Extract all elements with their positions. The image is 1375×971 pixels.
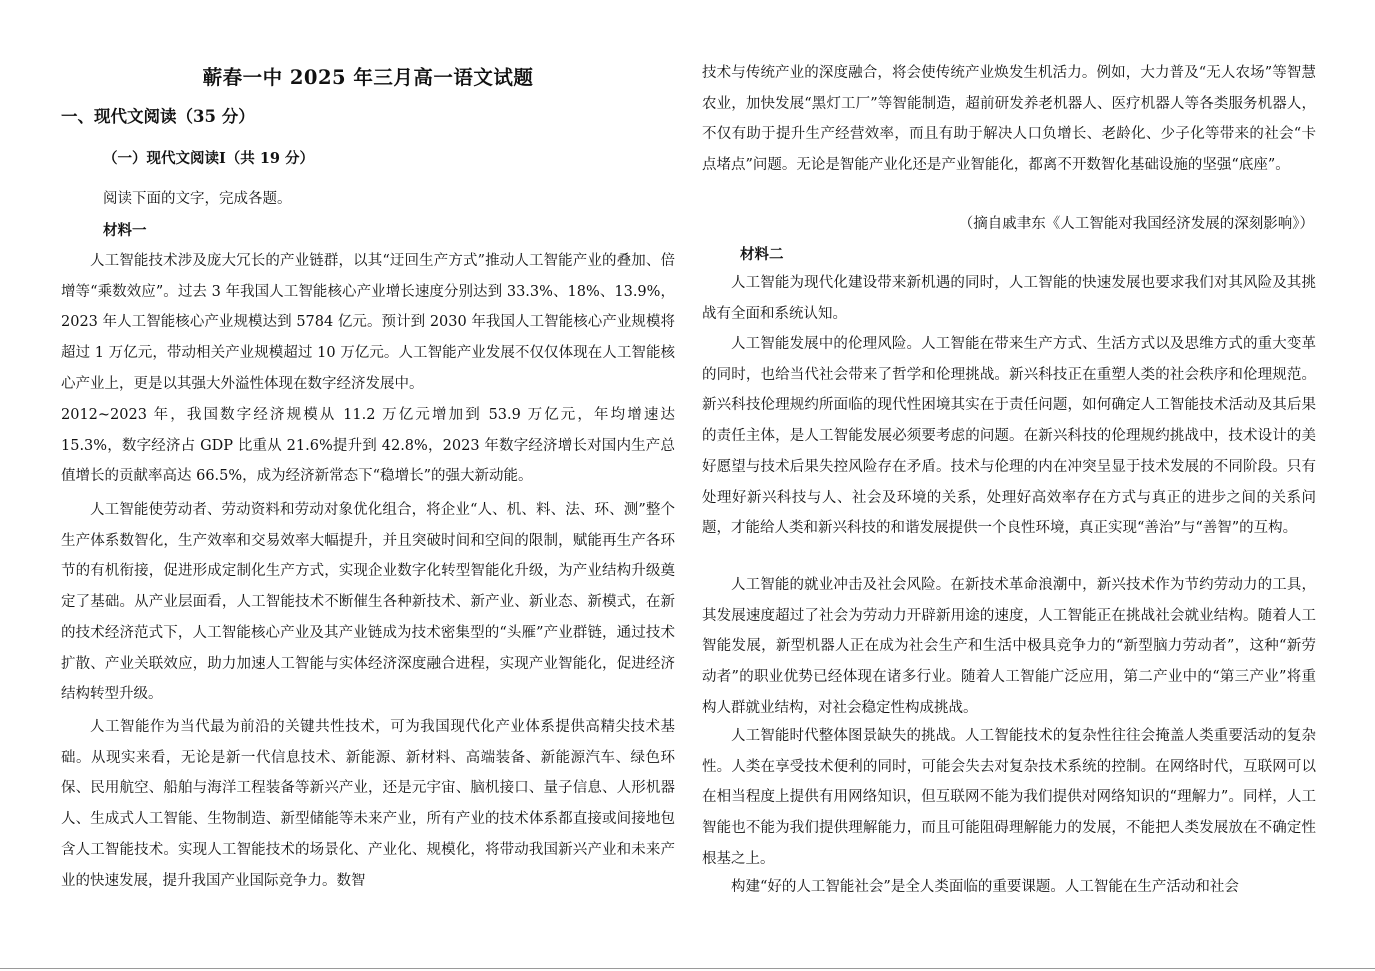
- reading-instruction: 阅读下面的文字，完成各题。: [103, 191, 292, 207]
- section-heading: 一、现代文阅读（35 分）: [61, 107, 255, 126]
- material2-paragraph-4: 人工智能时代整体图景缺失的挑战。人工智能技术的复杂性往往会掩盖人类重要活动的复杂性。人类在享受技术便利的同时，可能会失去对复杂技术系统的控制。在网络时代，互联网可以在相当程度上提供有用网络知识，但互联网不能为我们提供对网络知识的“理解力”。同样，人工智能也不能为我们提供理解能力，而且可能阻碍理解能力的发展，不能把人类发展放在不确定性根基之上。: [702, 728, 1316, 867]
- material1-paragraph-1b: 2012~2023 年，我国数字经济规模从 11.2 万亿元增加到 53.9 万亿元，年均增速达 15.3%，数字经济占 GDP 比重从 21.6%提升到 42.8%，2023 年数字经济增长对国内生产总值增长的贡献率高达 66.5%，成为经济新常态下“稳增长”的强大新动能。: [61, 407, 675, 485]
- page-bottom-border: [0, 968, 1375, 969]
- material2-paragraph-3: 人工智能的就业冲击及社会风险。在新技术革命浪潮中，新兴技术作为节约劳动力的工具，其发展速度超过了社会为劳动力开辟新用途的速度，人工智能正在挑战社会就业结构。随着人工智能发展，新型机器人正在成为社会生产和生活中极具竞争力的“新型脑力劳动者”，这种“新劳动者”的职业优势已经体现在诸多行业。随着人工智能广泛应用，第二产业中的“第三产业”将重构人群就业结构，对社会稳定性构成挑战。: [702, 577, 1316, 716]
- subsection-heading: （一）现代文阅读Ⅰ（共 19 分）: [103, 150, 315, 167]
- material2-paragraph-1: 人工智能为现代化建设带来新机遇的同时，人工智能的快速发展也要求我们对其风险及其挑战有全面和系统认知。: [702, 275, 1316, 322]
- material2-paragraph-2: 人工智能发展中的伦理风险。人工智能在带来生产方式、生活方式以及思维方式的重大变革的同时，也给当代社会带来了哲学和伦理挑战。新兴科技正在重塑人类的社会秩序和伦理规范。新兴科技伦理规约所面临的现代性困境其实在于责任问题，如何确定人工智能技术活动及其后果的责任主体，是人工智能发展必须要考虑的问题。在新兴科技的伦理规约挑战中，技术设计的美好愿望与技术后果失控风险存在矛盾。技术与伦理的内在冲突呈显于技术发展的不同阶段。只有处理好新兴科技与人、社会及环境的关系，处理好高效率存在方式与真正的进步之间的关系问题，才能给人类和新兴科技的和谐发展提供一个良性环境，真正实现“善治”与“善智”的互构。: [702, 336, 1316, 537]
- material2-paragraph-5: 构建“好的人工智能社会”是全人类面临的重要课题。人工智能在生产活动和社会: [731, 879, 1239, 895]
- material1-heading: 材料一: [103, 222, 147, 239]
- material2-heading: 材料二: [740, 246, 784, 263]
- material1-source: （摘自戚聿东《人工智能对我国经济发展的深刻影响》）: [958, 216, 1314, 232]
- material1-paragraph-3-continued: 技术与传统产业的深度融合，将会使传统产业焕发生机活力。例如，大力普及“无人农场”等智慧农业，加快发展“黑灯工厂”等智能制造，超前研发养老机器人、医疗机器人等各类服务机器人，不仅有助于提升生产经营效率，而且有助于解决人口负增长、老龄化、少子化等带来的社会“卡点堵点”问题。无论是智能产业化还是产业智能化，都离不开数智化基础设施的坚强“底座”。: [702, 65, 1316, 174]
- material1-paragraph-2: 人工智能使劳动者、劳动资料和劳动对象优化组合，将企业“人、机、料、法、环、测”整个生产体系数智化，生产效率和交易效率大幅提升，并且突破时间和空间的限制，赋能再生产各环节的有机衔接，促进形成定制化生产方式，实现企业数字化转型智能化升级，为产业结构升级奠定了基础。从产业层面看，人工智能技术不断催生各种新技术、新产业、新业态、新模式，在新的技术经济范式下，人工智能核心产业及其产业链成为技术密集型的“头雁”产业群链，通过技术扩散、产业关联效应，助力加速人工智能与实体经济深度融合进程，实现产业智能化，促进经济结构转型升级。: [61, 502, 675, 703]
- exam-title: 蕲春一中 2025 年三月高一语文试题: [202, 66, 534, 89]
- material1-paragraph-3: 人工智能作为当代最为前沿的关键共性技术，可为我国现代化产业体系提供高精尖技术基础。从现实来看，无论是新一代信息技术、新能源、新材料、高端装备、新能源汽车、绿色环保、民用航空、船舶与海洋工程装备等新兴产业，还是元宇宙、脑机接口、量子信息、人形机器人、生成式人工智能、生物制造、新型储能等未来产业，所有产业的技术体系都直接或间接地包含人工智能技术。实现人工智能技术的场景化、产业化、规模化，将带动我国新兴产业和未来产业的快速发展，提升我国产业国际竞争力。数智: [61, 719, 675, 889]
- material1-paragraph-1: 人工智能技术涉及庞大冗长的产业链群，以其“迂回生产方式”推动人工智能产业的叠加、倍增等“乘数效应”。过去 3 年我国人工智能核心产业增长速度分别达到 33.3%、18%、13.9%，2023 年人工智能核心产业规模达到 5784 亿元。预计到 2030 年我国人工智能核心产业规模将超过 1 万亿元，带动相关产业规模超过 10 万亿元。人工智能产业发展不仅仅体现在人工智能核心产业上，更是以其强大外溢性体现在数字经济发展中。: [61, 253, 675, 392]
